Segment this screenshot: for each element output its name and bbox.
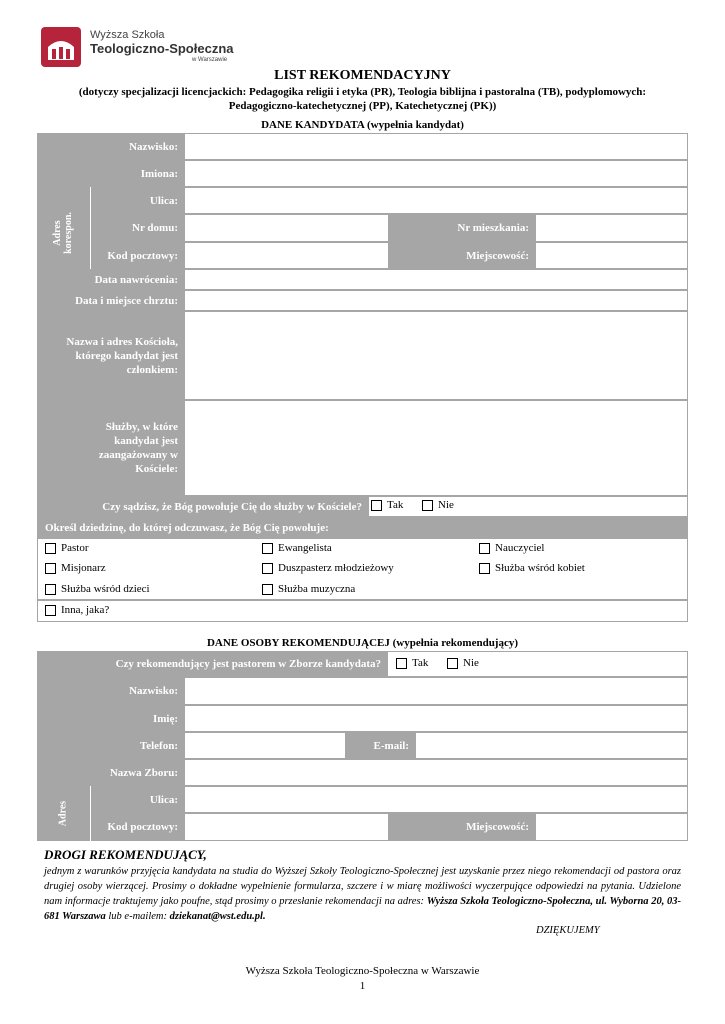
surname-field[interactable] — [184, 133, 688, 160]
postal-code-field[interactable] — [184, 242, 389, 269]
baptism-field[interactable] — [184, 290, 688, 311]
logo-line2: Teologiczno-Społeczna — [90, 41, 234, 56]
calling-no-label: Nie — [438, 499, 454, 511]
rec-surname-field[interactable] — [184, 677, 688, 705]
option-missionary-label: Misjonarz — [61, 562, 106, 574]
rec-street-label: Ulica: — [91, 786, 184, 813]
city-label: Miejscowość: — [389, 242, 535, 269]
city-field[interactable] — [535, 242, 688, 269]
closing-greeting: DROGI REKOMENDUJĄCY, — [44, 847, 207, 862]
rec-surname-label: Nazwisko: — [37, 677, 184, 705]
pastor-answer-row — [387, 651, 688, 677]
logo-line3: w Warszawie — [192, 57, 228, 63]
apartment-no-field[interactable] — [535, 214, 688, 242]
option-other-checkbox[interactable] — [45, 605, 56, 616]
option-youth-pastor-label: Duszpasterz młodzieżowy — [278, 562, 394, 574]
pastor-question: Czy rekomendujący jest pastorem w Zborze kandydata? — [37, 651, 387, 677]
option-teacher-label: Nauczyciel — [495, 542, 545, 554]
names-field[interactable] — [184, 160, 688, 187]
calling-question: Czy sądzisz, że Bóg powołuje Cię do służby w Kościele? — [37, 496, 368, 517]
apartment-no-label: Nr mieszkania: — [389, 214, 535, 242]
rec-email-field[interactable] — [415, 732, 688, 759]
church-label: Nazwa i adres Kościoła, którego kandydat jest członkiem: — [37, 311, 184, 400]
option-pastor-checkbox[interactable] — [45, 543, 56, 554]
address-group-text: Adres korespon. — [52, 212, 74, 254]
street-label: Ulica: — [91, 187, 184, 214]
document-subtitle: (dotyczy specjalizacji licencjackich: Pedagogika religii i etyka (PR), Teologia biblijna i pastoralna (TB), podyplomowych: Pedagogiczno-katechetycznej (PP), Katechetycznej (PK)) — [78, 86, 647, 112]
address-group-label — [37, 187, 90, 269]
option-women-ministry-label: Służba wśród kobiet — [495, 562, 585, 574]
conversion-date-label: Data nawrócenia: — [37, 269, 184, 290]
rec-address-group-label — [37, 786, 90, 841]
school-logo — [41, 27, 81, 67]
option-teacher-checkbox[interactable] — [479, 543, 490, 554]
calling-no-checkbox[interactable] — [422, 500, 433, 511]
option-youth-pastor-checkbox[interactable] — [262, 563, 273, 574]
closing-thanks: DZIĘKUJEMY — [536, 925, 600, 936]
option-children-ministry-checkbox[interactable] — [45, 584, 56, 595]
street-field[interactable] — [184, 187, 688, 214]
house-no-label: Nr domu: — [91, 214, 184, 242]
recommender-section-title: DANE OSOBY REKOMENDUJĄCEJ (wypełnia rekomendujący) — [206, 637, 519, 649]
school-address: Wyższa Szkoła Teologiczno-Społeczna, ul. Wyborna 20, 03-681 Warszawa — [44, 896, 681, 922]
footer-school: Wyższa Szkoła Teologiczno-Społeczna w Warszawie — [245, 965, 480, 977]
calling-yes-checkbox[interactable] — [371, 500, 382, 511]
rec-name-label: Imię: — [37, 705, 184, 732]
rec-phone-field[interactable] — [184, 732, 346, 759]
postal-code-label: Kod pocztowy: — [91, 242, 184, 269]
option-music-ministry-checkbox[interactable] — [262, 584, 273, 595]
church-field[interactable] — [184, 311, 688, 400]
rec-address-group-text: Adres — [57, 800, 69, 827]
logo-line1: Wyższa Szkoła — [90, 29, 165, 41]
rec-city-field[interactable] — [535, 813, 688, 841]
contact-email[interactable]: dziekanat@wst.edu.pl. — [169, 911, 266, 922]
rec-church-label: Nazwa Zboru: — [37, 759, 184, 786]
option-other-label: Inna, jaka? — [61, 604, 110, 616]
closing-paragraph: jednym z warunków przyjęcia kandydata na studia do Wyższej Szkoły Teologiczno-Społecznej jest uzyskanie przez niego rekomendacji od pastora oraz drugiej osoby wierzącej. Prosimy o dokładne wypełnienie formularza, szczere i w miarę możliwości wyczerpujące odpowiedzi na pytania. Udzielone nam informacje traktujemy jako poufne, stąd prosimy o przesłanie rekomendacji na adres: Wyższa Szkoła Teologiczno-Społeczna, ul. Wyborna 20, 03-681 Warszawa lub e-mailem: dziekanat@wst.edu.pl. — [44, 866, 681, 922]
option-evangelist-label: Ewangelista — [278, 542, 332, 554]
option-pastor-label: Pastor — [61, 542, 89, 554]
surname-label: Nazwisko: — [37, 133, 184, 160]
rec-postal-code-field[interactable] — [184, 813, 389, 841]
option-children-ministry-label: Służba wśród dzieci — [61, 583, 150, 595]
field-other-row — [37, 600, 688, 622]
option-missionary-checkbox[interactable] — [45, 563, 56, 574]
rec-name-field[interactable] — [184, 705, 688, 732]
calling-answer-row — [368, 496, 688, 517]
pastor-no-checkbox[interactable] — [447, 658, 458, 669]
pastor-yes-checkbox[interactable] — [396, 658, 407, 669]
rec-phone-label: Telefon: — [37, 732, 184, 759]
house-no-field[interactable] — [184, 214, 389, 242]
conversion-date-field[interactable] — [184, 269, 688, 290]
pastor-no-label: Nie — [463, 657, 479, 669]
baptism-label: Data i miejsce chrztu: — [37, 290, 184, 311]
candidate-section-title: DANE KANDYDATA (wypełnia kandydat) — [261, 119, 464, 131]
rec-street-field[interactable] — [184, 786, 688, 813]
page-number: 1 — [359, 980, 366, 992]
logo-people-icon — [41, 27, 81, 67]
document-title: LIST REKOMENDACYJNY — [274, 68, 451, 83]
service-field[interactable] — [184, 400, 688, 496]
pastor-yes-label: Tak — [412, 657, 429, 669]
rec-city-label: Miejscowość: — [389, 813, 535, 841]
rec-church-field[interactable] — [184, 759, 688, 786]
rec-email-label: E-mail: — [346, 732, 415, 759]
names-label: Imiona: — [37, 160, 184, 187]
option-evangelist-checkbox[interactable] — [262, 543, 273, 554]
option-music-ministry-label: Służba muzyczna — [278, 583, 356, 595]
option-women-ministry-checkbox[interactable] — [479, 563, 490, 574]
rec-postal-code-label: Kod pocztowy: — [91, 813, 184, 841]
field-question: Określ dziedzinę, do której odczuwasz, że Bóg Cię powołuje: — [37, 517, 688, 538]
calling-yes-label: Tak — [387, 499, 404, 511]
service-label: Służby, w które kandydat jest zaangażowany w Kościele: — [37, 400, 184, 496]
